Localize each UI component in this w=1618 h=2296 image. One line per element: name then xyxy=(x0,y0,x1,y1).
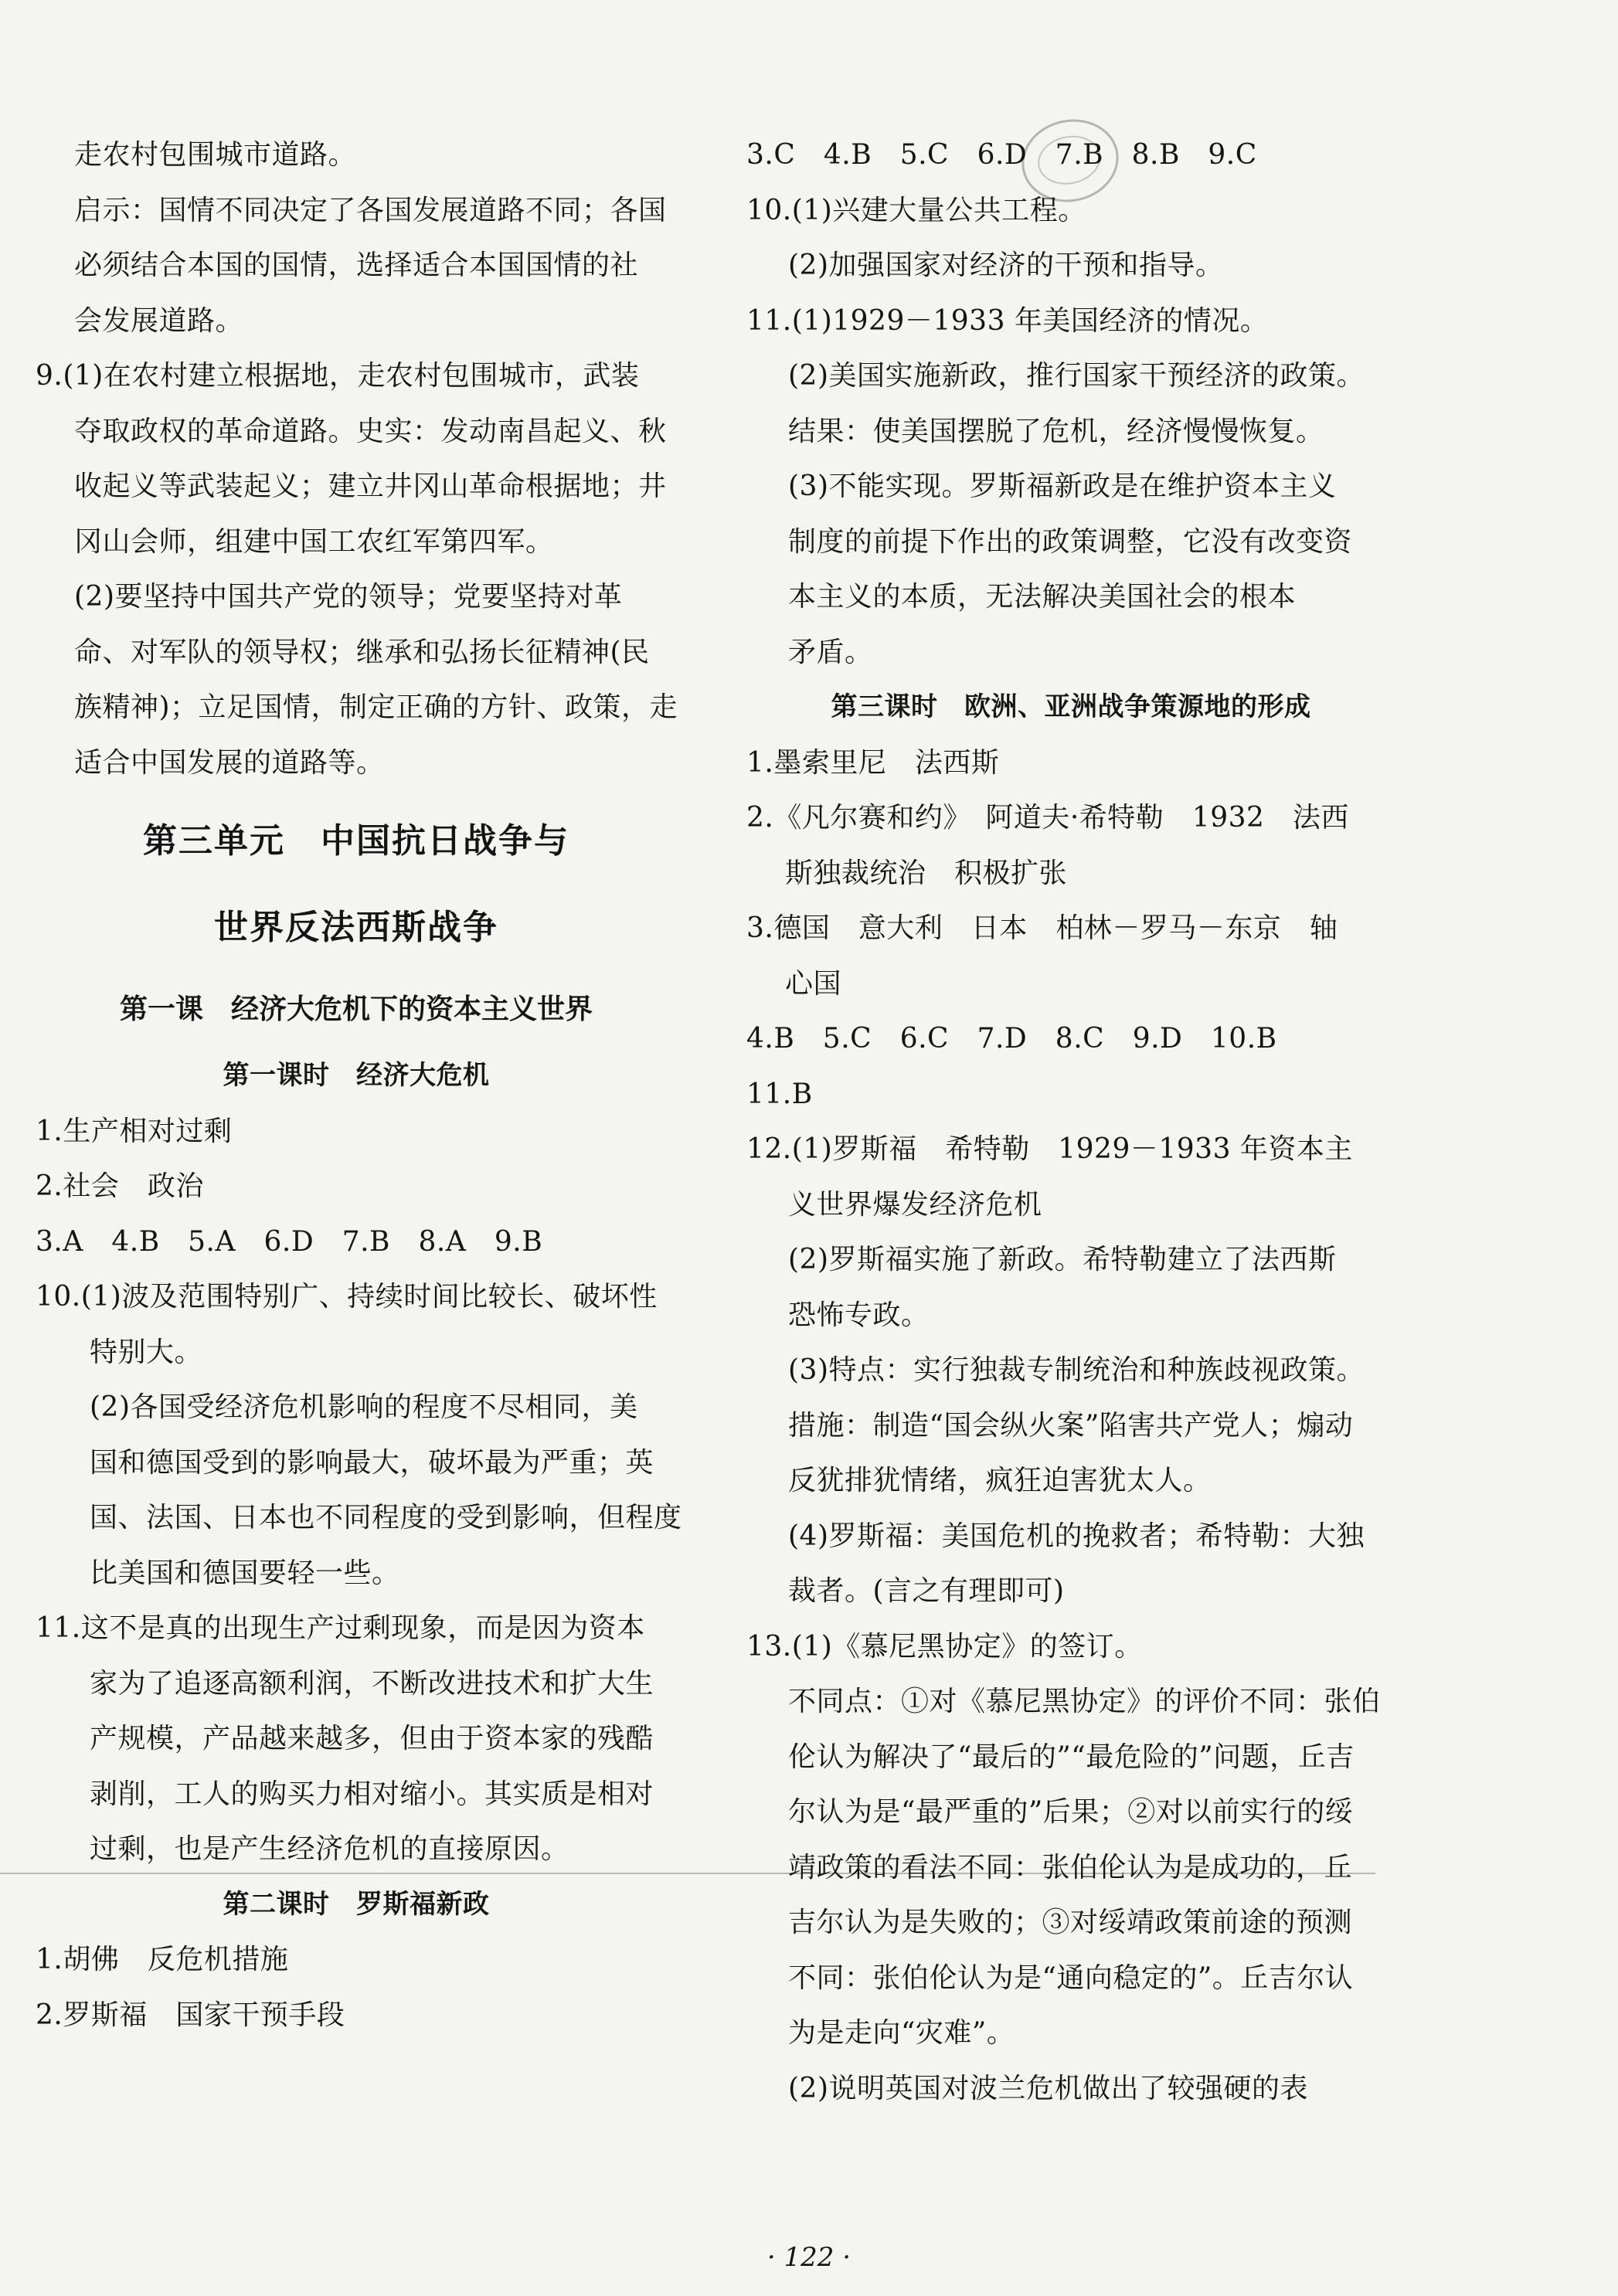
text-line: 比美国和德国要轻一些。 xyxy=(90,1557,400,1589)
text-line: (2)罗斯福实施了新政。希特勒建立了法西斯 xyxy=(788,1244,1337,1275)
answer-3: 3.德国 意大利 日本 柏林－罗马－东京 轴 xyxy=(746,912,1338,944)
text-line: 不同点：①对《慕尼黑协定》的评价不同：张伯 xyxy=(788,1686,1381,1717)
text-line: 家为了追逐高额利润，不断改进技术和扩大生 xyxy=(90,1667,654,1700)
period-title: 第二课时 罗斯福新政 xyxy=(223,1888,490,1920)
answer-11: 11.(1)1929－1933 年美国经济的情况。 xyxy=(746,304,1269,337)
text-line: (2)要坚持中国共产党的领导；党要坚持对革 xyxy=(74,581,623,613)
answer-2: 2.罗斯福 国家干预手段 xyxy=(36,1999,345,2031)
answer-3-9: 3.A 4.B 5.A 6.D 7.B 8.A 9.B xyxy=(36,1225,543,1258)
answer-13: 13.(1)《慕尼黑协定》的签订。 xyxy=(746,1630,1143,1663)
text-line: 矛盾。 xyxy=(788,636,873,668)
text-line: 反犹排犹情绪，疯狂迫害犹太人。 xyxy=(788,1465,1212,1496)
text-line: (2)加强国家对经济的干预和指导。 xyxy=(788,250,1224,281)
text-line: 结果：使美国摆脱了危机，经济慢慢恢复。 xyxy=(788,415,1324,447)
text-line: 启示：国情不同决定了各国发展道路不同；各国 xyxy=(74,194,667,226)
course-title: 第一课 经济大危机下的资本主义世界 xyxy=(119,993,593,1025)
answer-11: 11.B xyxy=(746,1078,813,1110)
text-line: 义世界爆发经济危机 xyxy=(788,1188,1042,1221)
answer-12: 12.(1)罗斯福 希特勒 1929－1933 年资本主 xyxy=(746,1133,1353,1165)
answer-10: 10.(1)波及范围特别广、持续时间比较长、破坏性 xyxy=(36,1281,658,1313)
text-line: (2)说明英国对波兰危机做出了较强硬的表 xyxy=(788,2072,1308,2104)
answer-2: 2.《凡尔赛和约》 阿道夫·希特勒 1932 法西 xyxy=(746,802,1349,834)
text-line: 冈山会师，组建中国工农红军第四军。 xyxy=(74,525,554,558)
answer-1: 1.生产相对过剩 xyxy=(36,1115,233,1147)
text-line: 斯独裁统治 积极扩张 xyxy=(785,857,1068,889)
answer-1: 1.胡佛 反危机措施 xyxy=(36,1944,289,1975)
text-line: (4)罗斯福：美国危机的挽救者；希特勒：大独 xyxy=(788,1520,1365,1552)
answer-9: 9.(1)在农村建立根据地，走农村包围城市，武装 xyxy=(36,360,640,392)
text-line: 吉尔认为是失败的；③对绥靖政策前途的预测 xyxy=(788,1907,1353,1938)
answer-4-10: 4.B 5.C 6.C 7.D 8.C 9.D 10.B xyxy=(746,1023,1277,1055)
text-line: (2)各国受经济危机影响的程度不尽相同，美 xyxy=(90,1391,638,1423)
text-line: 靖政策的看法不同：张伯伦认为是成功的，丘 xyxy=(788,1851,1353,1883)
text-line: 过剩，也是产生经济危机的直接原因。 xyxy=(90,1833,569,1865)
unit-title-cont: 世界反法西斯战争 xyxy=(214,908,498,947)
text-line: (3)不能实现。罗斯福新政是在维护资本主义 xyxy=(788,470,1337,502)
period-title: 第一课时 经济大危机 xyxy=(223,1060,490,1091)
left-column xyxy=(36,127,682,2043)
text-line: (2)美国实施新政，推行国家干预经济的政策。 xyxy=(788,360,1365,392)
text-line: 剥削，工人的购买力相对缩小。其实质是相对 xyxy=(90,1778,654,1810)
text-line: 走农村包围城市道路。 xyxy=(74,139,357,171)
text-line: 尔认为是“最严重的”后果；②对以前实行的绥 xyxy=(788,1796,1354,1828)
text-line: 心国 xyxy=(785,967,842,1000)
answer-2: 2.社会 政治 xyxy=(36,1170,204,1202)
text-line: 措施：制造“国会纵火案”陷害共产党人；煽动 xyxy=(788,1409,1354,1442)
text-line: 族精神)；立足国情，制定正确的方针、政策，走 xyxy=(74,691,678,723)
text-line: 伦认为解决了“最后的”“最危险的”问题，丘吉 xyxy=(788,1741,1355,1773)
text-line: 不同：张伯伦认为是“通向稳定的”。丘吉尔认 xyxy=(788,1961,1354,1994)
answer-3-9: 3.C 4.B 5.C 6.D 7.B 8.B 9.C xyxy=(746,139,1257,171)
text-line: 制度的前提下作出的政策调整，它没有改变资 xyxy=(788,525,1353,558)
right-column xyxy=(746,127,1395,2116)
text-line: 必须结合本国的国情，选择适合本国国情的社 xyxy=(74,250,639,281)
text-line: 本主义的本质，无法解决美国社会的根本 xyxy=(788,581,1297,613)
page-number: · 122 · xyxy=(767,2242,851,2273)
text-line: 会发展道路。 xyxy=(74,304,244,337)
text-line: 国、法国、日本也不同程度的受到影响，但程度 xyxy=(90,1502,682,1533)
text-line: 夺取政权的革命道路。史实：发动南昌起义、秋 xyxy=(74,415,667,447)
text-line: 国和德国受到的影响最大，破坏最为严重；英 xyxy=(90,1446,654,1479)
period-title: 第三课时 欧洲、亚洲战争策源地的形成 xyxy=(831,691,1311,722)
answer-11: 11.这不是真的出现生产过剩现象，而是因为资本 xyxy=(36,1612,645,1644)
answer-1: 1.墨索里尼 法西斯 xyxy=(746,746,1000,779)
text-line: (3)特点：实行独裁专制统治和种族歧视政策。 xyxy=(788,1354,1365,1386)
text-line: 为是走向“灾难”。 xyxy=(788,2017,1015,2049)
text-line: 产规模，产品越来越多，但由于资本家的残酷 xyxy=(90,1723,654,1754)
text-line: 特别大。 xyxy=(90,1336,203,1368)
text-line: 收起义等武装起义；建立井冈山革命根据地；井 xyxy=(74,470,667,502)
unit-title: 第三单元 中国抗日战争与 xyxy=(143,821,569,861)
text-line: 裁者。(言之有理即可) xyxy=(788,1575,1065,1607)
text-line: 恐怖专政。 xyxy=(788,1299,930,1331)
text-line: 命、对军队的领导权；继承和弘扬长征精神(民 xyxy=(74,636,650,668)
answer-10: 10.(1)兴建大量公共工程。 xyxy=(746,194,1086,226)
text-line: 适合中国发展的道路等。 xyxy=(74,746,385,779)
